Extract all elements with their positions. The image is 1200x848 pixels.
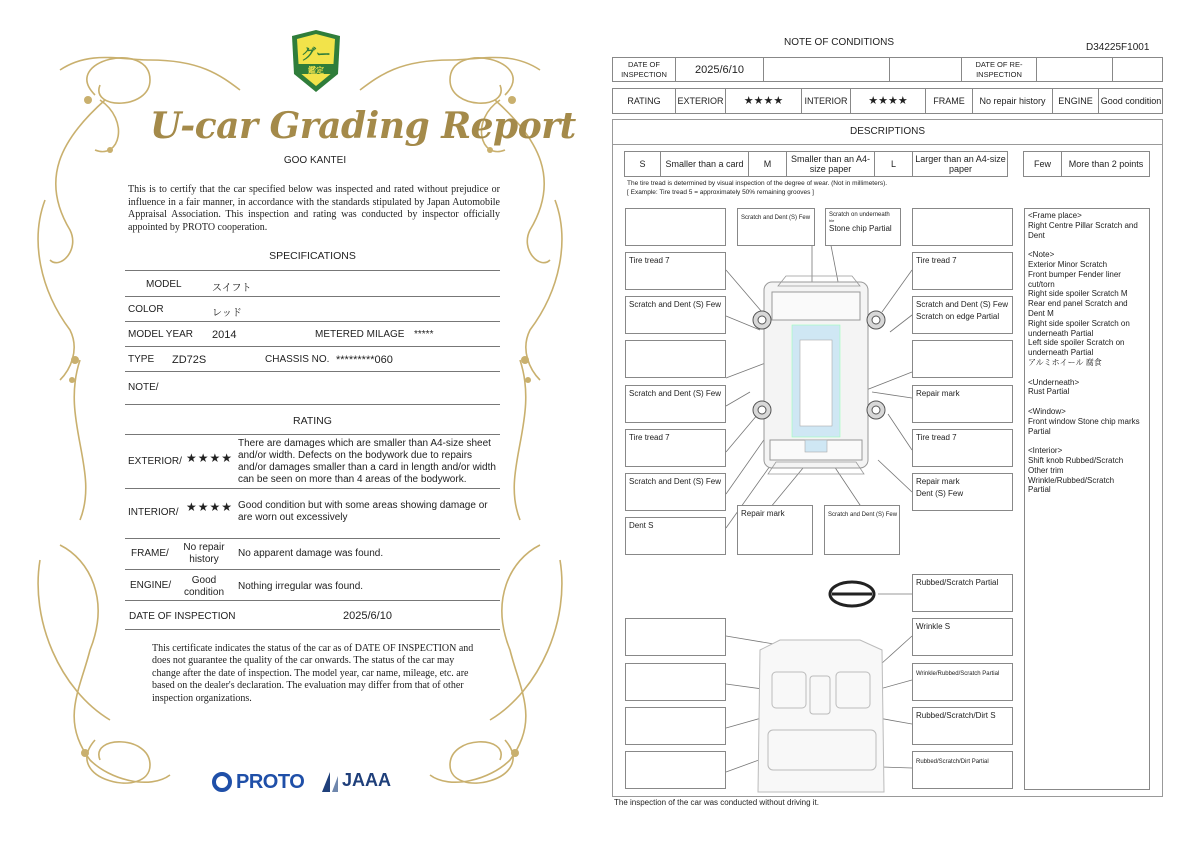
reinspection-label: DATE OF RE-INSPECTION (962, 58, 1037, 81)
note-line: cut/torn (1028, 279, 1055, 289)
legend-desc-s: Smaller than a card (661, 152, 749, 176)
jaaa-brand: JAAA (342, 770, 392, 790)
divider (125, 538, 500, 539)
color-value: レッド (212, 308, 242, 319)
note-line: Rear end panel Scratch and (1028, 299, 1128, 309)
type-value: ZD72S (172, 354, 207, 366)
callout-left-5: Scratch and Dent (S) Few (625, 385, 726, 423)
divider (125, 629, 500, 630)
color-label: COLOR (128, 304, 164, 315)
chassis-label: CHASSIS NO. (265, 354, 330, 365)
interior-label: INTERIOR (802, 89, 851, 113)
note-line: <Underneath> (1028, 377, 1080, 387)
note-line (1028, 368, 1146, 378)
frame-value: No repair history (183, 542, 225, 565)
model-year-label: MODEL YEAR (128, 329, 194, 340)
divider (125, 270, 500, 271)
interior-callout-left-4 (625, 751, 726, 789)
note-line (1028, 436, 1146, 446)
note-of-conditions (600, 0, 1200, 848)
note-line: Front bumper Fender liner (1028, 269, 1121, 279)
note-line: アルミホイール 腐食 (1028, 357, 1102, 367)
note-line: underneath Partial (1028, 328, 1094, 338)
metered-mileage-label: METERED MILAGE (315, 329, 405, 340)
legend-key-s: S (625, 152, 661, 176)
callout-right-5: Repair mark (912, 385, 1013, 423)
descriptions-heading: DESCRIPTIONS (849, 126, 925, 137)
interior-stars: ★★★★ (851, 89, 926, 113)
proto-logo-icon (212, 771, 234, 793)
divider (125, 346, 500, 347)
divider (125, 600, 500, 601)
frame-value: No repair history (973, 89, 1053, 113)
goo-kantei-logo (288, 30, 344, 94)
callout-left-3: Scratch and Dent (S) Few (625, 296, 726, 334)
callout-right-2: Tire tread 7 (912, 252, 1013, 290)
certificate-disclaimer: This certificate indicates the status of the car as of DATE OF INSPECTION and does not guarantee the quality of the car onwards. The status of the car may change after the date of inspection. The model year, car name, mileage, etc. are based on the dealer's declaration. The evaluation may differ from that of other inspection organizations. (152, 643, 474, 704)
legend-key-l: L (875, 152, 913, 176)
callout-left-2: Tire tread 7 (625, 252, 726, 290)
report-title: U-car Grading Report (150, 105, 576, 147)
rating-label: RATING (613, 89, 676, 113)
document-id: D34225F1001 (1086, 42, 1150, 53)
report-subtitle: GOO KANTEI (283, 155, 347, 166)
interior-callout-right-4: Rubbed/Scratch/Dirt S (912, 707, 1013, 745)
exterior-label: EXTERIOR/ (128, 456, 182, 467)
legend-key-m: M (749, 152, 787, 176)
note-line: Dent (1028, 230, 1045, 240)
interior-callout-left-3 (625, 707, 726, 745)
note-line (1028, 240, 1146, 250)
legend-desc-l: Larger than an A4-size paper (915, 154, 1006, 174)
engine-description: Nothing irregular was found. (238, 581, 364, 592)
note-line: underneath Partial (1028, 348, 1094, 358)
callout-right-4 (912, 340, 1013, 378)
legend-desc-m: Smaller than an A4-size paper (787, 152, 875, 176)
frame-description: No apparent damage was found. (238, 548, 384, 559)
interior-callout-right-3: Wrinkle/Rubbed/Scratch Partial (912, 663, 1013, 701)
engine-label: ENGINE/ (130, 580, 172, 591)
interior-callout-right-1: Rubbed/Scratch Partial (912, 574, 1013, 612)
tread-example: [ Example: Tire tread 5 = approximately 50% remaining grooves ] (627, 189, 814, 196)
divider (125, 569, 500, 570)
tread-note: The tire tread is determined by visual inspection of the degree of wear. (Not in millimeters). (627, 180, 888, 187)
date-of-inspection-value: 2025/6/10 (676, 58, 764, 81)
model-label: MODEL (146, 279, 182, 290)
interior-callout-left-2 (625, 663, 726, 701)
chassis-value: *********060 (336, 354, 393, 366)
frame-label: FRAME/ (131, 548, 169, 559)
note-line: Right side spoiler Scratch on (1028, 318, 1130, 328)
note-line: Shift knob Rubbed/Scratch (1028, 455, 1124, 465)
interior-description: Good condition but with some areas showing damage or are worn out excessively (238, 500, 488, 523)
certification-statement: This is to certify that the car specified below was inspected and rated without prejudice or influence in a fair manner, in accordance with the standards stipulated by Japan Automobile Appraisal Association. This inspection and rating was conducted by inspector officially appointed by PROTO cooperation. (128, 184, 500, 233)
note-line: Partial (1028, 485, 1051, 495)
note-line: <Interior> (1028, 446, 1063, 456)
rating-heading: RATING (293, 415, 332, 427)
note-line: Left side spoiler Scratch on (1028, 338, 1125, 348)
inspection-date-value: 2025/6/10 (343, 610, 392, 622)
note-line: <Window> (1028, 406, 1066, 416)
engine-value: Good condition (183, 575, 225, 598)
callout-right-6: Tire tread 7 (912, 429, 1013, 467)
callout-rear-left: Repair mark (737, 505, 813, 555)
note-line: Exterior Minor Scratch (1028, 259, 1108, 269)
svg-text:グー: グー (300, 45, 332, 63)
callout-left-7: Scratch and Dent (S) Few (625, 473, 726, 511)
conditions-footer: The inspection of the car was conducted without driving it. (614, 798, 819, 807)
date-of-inspection-label: DATE OF INSPECTION (613, 58, 676, 81)
callout-right-7: Repair mark Dent (S) Few (912, 473, 1013, 511)
exterior-stars: ★★★★ (726, 89, 802, 113)
model-year-value: 2014 (212, 329, 237, 341)
jaaa-logo-icon (320, 770, 340, 794)
callout-front-left: Scratch and Dent (S) Few (737, 208, 815, 246)
note-label: NOTE/ (128, 382, 159, 393)
svg-text:鑑定: 鑑定 (308, 66, 324, 75)
frame-label: FRAME (926, 89, 973, 113)
notes-list (1028, 211, 1146, 495)
steering-wheel-icon (830, 582, 874, 606)
divider (125, 434, 500, 435)
notes-column (1024, 208, 1150, 790)
engine-value: Good condition (1100, 96, 1162, 106)
callout-rear-center: Scratch and Dent (S) Few (824, 505, 900, 555)
interior-callout-right-2: Wrinkle S (912, 618, 1013, 656)
callout-right-1 (912, 208, 1013, 246)
legend-key-few: Few (1024, 152, 1062, 176)
interior-callout-right-5: Rubbed/Scratch/Dirt Partial (912, 751, 1013, 789)
callout-front-center: Scratch on underneath hie Stone chip Partial (825, 208, 901, 246)
callout-left-6: Tire tread 7 (625, 429, 726, 467)
note-line: Other trim (1028, 465, 1064, 475)
callout-left-4 (625, 340, 726, 378)
divider (125, 371, 500, 372)
note-line: Wrinkle/Rubbed/Scratch (1028, 475, 1115, 485)
interior-callout-left-1 (625, 618, 726, 656)
conditions-title: NOTE OF CONDITIONS (784, 37, 894, 48)
divider (125, 321, 500, 322)
legend-desc-few: More than 2 points (1068, 159, 1144, 169)
type-label: TYPE (128, 354, 155, 365)
divider (125, 488, 500, 489)
note-line: Partial (1028, 426, 1051, 436)
divider (125, 404, 500, 405)
note-line: Right Centre Pillar Scratch and (1028, 220, 1138, 230)
note-line: Rust Partial (1028, 387, 1070, 397)
note-line: Right side spoiler Scratch M (1028, 289, 1128, 299)
exterior-description: There are damages which are smaller than A4-size sheet and/or width. Defects on the bodywork due to repairs and/or damages smaller than a card in length and/or width can be seen on more than 4 areas of the bodywork. (238, 438, 496, 485)
interior-stars: ★★★★ (186, 500, 234, 514)
callout-right-3: Scratch and Dent (S) Few Scratch on edge Partial (912, 296, 1013, 334)
note-line (1028, 397, 1146, 407)
callout-left-8: Dent S (625, 517, 726, 555)
proto-brand: PROTO (236, 771, 305, 793)
note-line: <Frame place> (1028, 211, 1082, 220)
specifications-heading: SPECIFICATIONS (269, 250, 356, 262)
divider (125, 296, 500, 297)
engine-label: ENGINE (1053, 89, 1099, 113)
note-line: Dent M (1028, 308, 1054, 318)
note-line: <Note> (1028, 250, 1055, 260)
exterior-stars: ★★★★ (186, 451, 234, 465)
note-line: Front window Stone chip marks (1028, 416, 1140, 426)
callout-left-1 (625, 208, 726, 246)
metered-mileage-value: ***** (414, 329, 434, 340)
inspection-date-label: DATE OF INSPECTION (129, 611, 236, 622)
exterior-label: EXTERIOR (676, 89, 726, 113)
model-value: スイフト (212, 283, 252, 294)
interior-label: INTERIOR/ (128, 507, 179, 518)
